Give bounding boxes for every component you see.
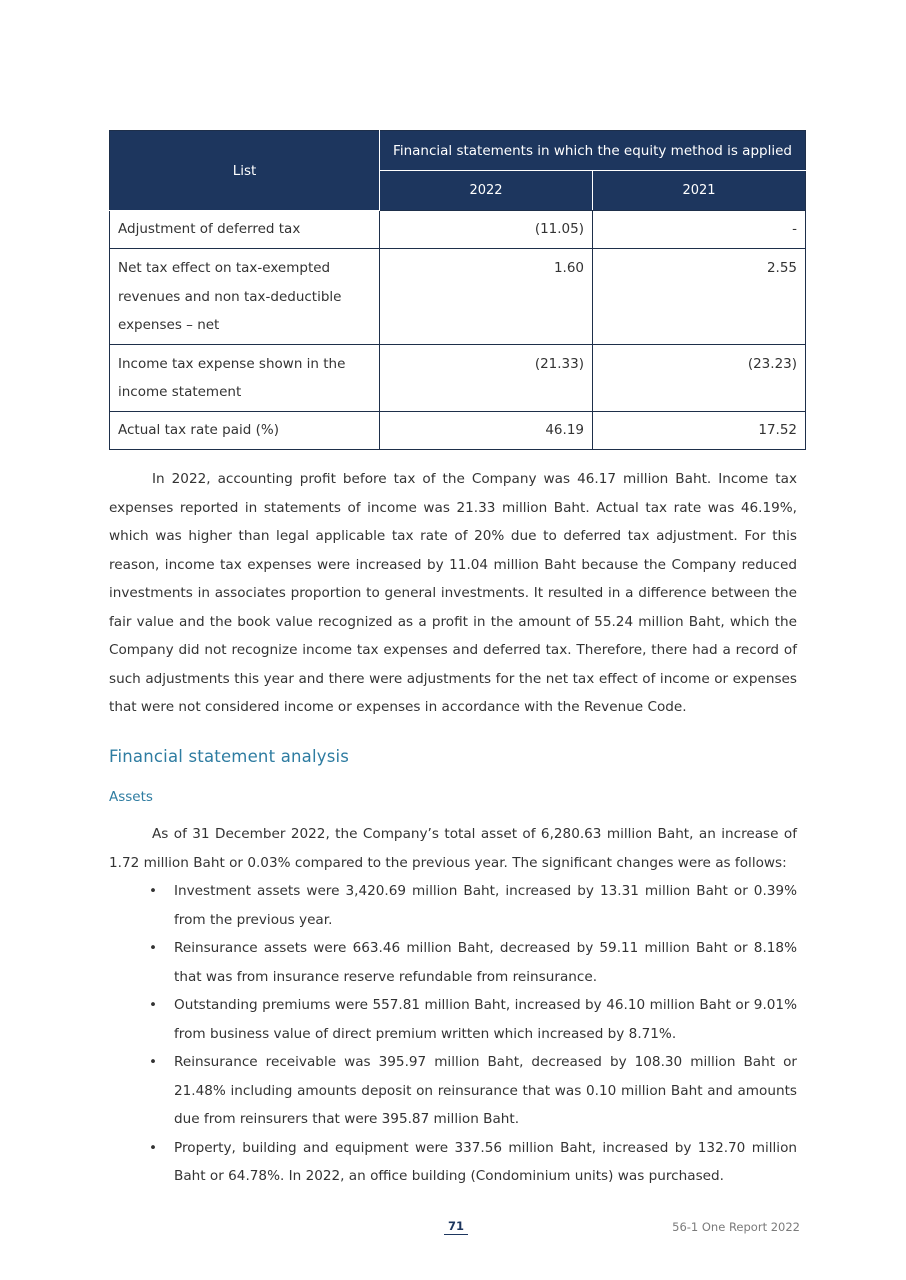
row-label: Adjustment of deferred tax [110,211,380,249]
assets-intro-paragraph: As of 31 December 2022, the Company’s total asset of 6,280.63 million Baht, an increase of 1.72 million Baht or 0.03% compared to the previous year. The significant changes were as follows: [109,826,797,871]
section-title: Financial statement analysis [109,747,350,766]
table-row [110,344,806,411]
column-header-2021: 2021 [593,171,806,211]
value-2022: 1.60 [380,249,593,345]
column-header-equity-method: Financial statements in which the equity method is applied [380,131,806,171]
value-2021: (23.23) [593,344,806,411]
tax-explanation-paragraph: In 2022, accounting profit before tax of the Company was 46.17 million Baht. Income tax expenses reported in statements of income was 21.33 million Baht. Actual tax rate was 46.19%, which was higher than legal applicable tax rate of 20% due to deferred tax adjustment. For this reason, income tax expenses were increased by 11.04 million Baht because the Company reduced investments in associates proportion to general investments. It resulted in a difference between the fair value and the book value recognized as a profit in the amount of 55.24 million Baht, which the Company did not recognize income tax expenses and deferred tax. Therefore, there had a record of such adjustments this year and there were adjustments for the net tax effect of income or expenses that were not considered income or expenses in accordance with the Revenue Code. [109,471,797,715]
report-name: 56-1 One Report 2022 [672,1220,800,1234]
asset-changes-list [109,877,797,1191]
value-2022: (11.05) [380,211,593,249]
row-label-line: Income tax expense shown in the [118,355,346,372]
bullet-icon: • [149,1054,158,1070]
page-number: 71 [444,1219,468,1235]
list-item-text: Property, building and equipment were 337.56 million Baht, increased by 132.70 million Baht or 64.78%. In 2022, an office building (Condominium units) was purchased. [174,1139,797,1184]
row-label-line: expenses – net [118,317,220,333]
row-label-line: Net tax effect on tax-exempted [118,260,331,276]
bullet-icon: • [149,997,158,1013]
list-item [109,1048,797,1134]
bullet-icon: • [149,883,158,899]
table-row [110,211,806,249]
subsection-title: Assets [109,789,153,805]
list-item [109,934,797,991]
table-row [110,249,806,345]
tax-reconciliation-table [109,130,806,450]
value-2021: 17.52 [593,411,806,449]
list-item-text: Reinsurance assets were 663.46 million Baht, decreased by 59.11 million Baht or 8.18% that was from insurance reserve refundable from reinsurance. [174,940,797,985]
list-item-text: Outstanding premiums were 557.81 million Baht, increased by 46.10 million Baht or 9.01% from business value of direct premium written which increased by 8.71%. [174,997,797,1042]
list-item [109,877,797,934]
bullet-icon: • [149,940,158,956]
row-label [110,344,380,411]
list-item [109,1134,797,1191]
list-item-text: Reinsurance receivable was 395.97 million Baht, decreased by 108.30 million Baht or 21.48% including amounts deposit on reinsurance that was 0.10 million Baht and amounts due from reinsurers that were 395.87 million Baht. [174,1054,797,1127]
column-header-2022: 2022 [380,171,593,211]
row-label: Actual tax rate paid (%) [110,411,380,449]
value-2021: - [593,211,806,249]
value-2022: (21.33) [380,344,593,411]
list-item-text: Investment assets were 3,420.69 million Baht, increased by 13.31 million Baht or 0.39% from the previous year. [174,883,797,928]
value-2021: 2.55 [593,249,806,345]
list-item [109,991,797,1048]
row-label-line: income statement [118,384,242,400]
bullet-icon: • [149,1139,158,1156]
column-header-list: List [110,131,380,211]
table-row [110,411,806,449]
value-2022: 46.19 [380,411,593,449]
row-label [110,249,380,345]
row-label-line: revenues and non tax-deductible [118,288,342,305]
